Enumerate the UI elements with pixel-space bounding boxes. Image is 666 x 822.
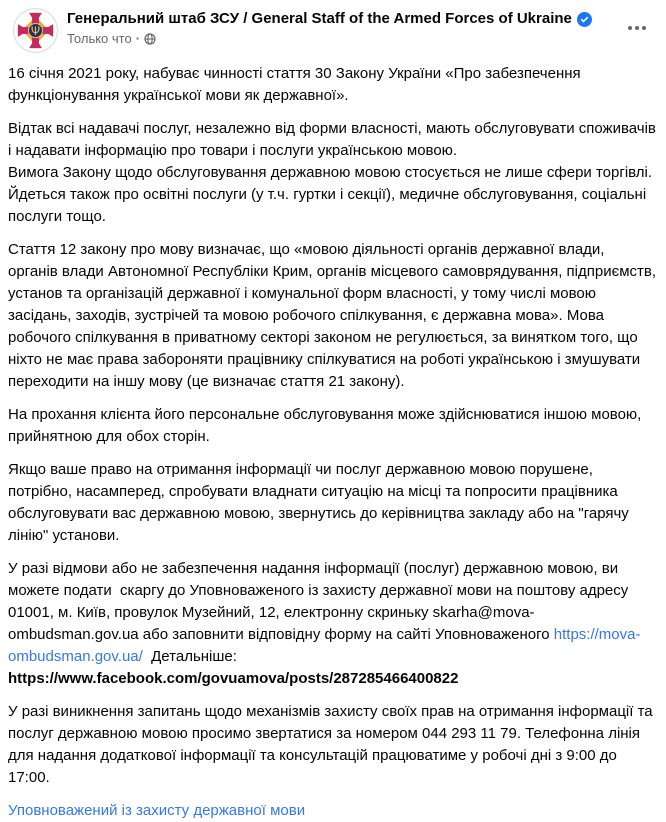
post-text-segment: У разі відмови або не забезпечення надання інформації (послуг) державною мовою, ви можете подати скаргу до Уповноваженого із захисту державної мови на поштову адресу 01001, м. Київ, провулок Музейний, 12, електронну скриньку skarha@mova-ombudsman.gov.ua або заповнити відповідну форму на сайті Уповноваженого: [8, 560, 633, 643]
svg-text:Ψ: Ψ: [30, 23, 41, 38]
page-avatar[interactable]: [13, 8, 58, 53]
post-text-segment: Відтак всі надавачі послуг, незалежно від форми власності, мають обслуговувати споживачів і надавати інформацію про товари і послуги українською мовою. Вимога Закону щодо обслуговування державною мовою стосується не лише сфери торгівлі. Йдеться також про освітні послуги (у т.ч. гуртки і секції), медичне обслуговування, соціальні послуги тощо.: [8, 120, 656, 225]
post-paragraph: [8, 558, 658, 690]
header-text: [67, 8, 626, 46]
post-text-segment: Детальніше:: [151, 648, 237, 665]
post-text-segment: https://www.facebook.com/govuamova/posts/287285466400822: [8, 670, 459, 687]
page-name-row: [67, 10, 626, 27]
post-meta: [67, 31, 626, 46]
post-header: [8, 8, 658, 53]
verified-badge-icon: [577, 12, 592, 27]
post-text-segment: На прохання клієнта його персональне обслуговування може здійснюватися іншою мовою, прийнятною для обох сторін.: [8, 406, 646, 445]
post-paragraph: [8, 118, 658, 228]
post-text-segment: У разі виникнення запитань щодо механізмів захисту своїх прав на отримання інформації та послуг державною мовою просимо звертатися за номером 044 293 11 79. Телефонна лінія для надання додаткової інформації та консультацій працюватиме у робочі дні з 9:00 до 17:00.: [8, 703, 657, 786]
inline-link[interactable]: https://mova-ombudsman.gov.ua/: [8, 626, 641, 665]
post-paragraph: [8, 800, 658, 822]
post-paragraph: [8, 701, 658, 789]
post-paragraph: [8, 404, 658, 448]
post-text-segment: Якщо ваше право на отримання інформації чи послуг державною мовою порушене, потрібно, насамперед, спробувати владнати ситуацію на місці та попросити працівника обслуговувати вас державною мовою, звернутись до керівництва закладу або на "гарячу лінію" установи.: [8, 461, 633, 544]
globe-icon: [144, 33, 156, 45]
timestamp[interactable]: Только что: [67, 31, 132, 46]
page-name[interactable]: Генеральний штаб ЗСУ / General Staff of the Armed Forces of Ukraine: [67, 10, 572, 27]
post-text-segment: 16 січня 2021 року, набуває чинності стаття 30 Закону України «Про забезпечення функціонування української мови як державної».: [8, 65, 585, 104]
post-paragraph: [8, 239, 661, 393]
meta-separator: ·: [135, 31, 141, 46]
inline-link[interactable]: Уповноважений із захисту державної мови: [8, 802, 306, 819]
post-paragraph: [8, 459, 658, 547]
ellipsis-menu-icon[interactable]: [626, 20, 648, 36]
post-text-segment: Стаття 12 закону про мову визначає, що «мовою діяльності органів державної влади, органів влади Автономної Республіки Крим, органів місцевого самоврядування, підприємств, установ та організацій державної і комунальної форм власності, у тому числі мовою засідань, заходів, зустрічей та мовою робочого спілкування, є державна мова». Мова робочого спілкування в приватному секторі законом не регулюється, за винятком того, що ніхто не має права забороняти працівнику спілкуватися на роботі українською і змушувати переходити на іншу мову (це визначає стаття 21 закону).: [8, 241, 661, 390]
post-paragraph: [8, 63, 658, 107]
post-text: [8, 63, 661, 822]
ukraine-general-staff-emblem-icon: [13, 8, 58, 53]
